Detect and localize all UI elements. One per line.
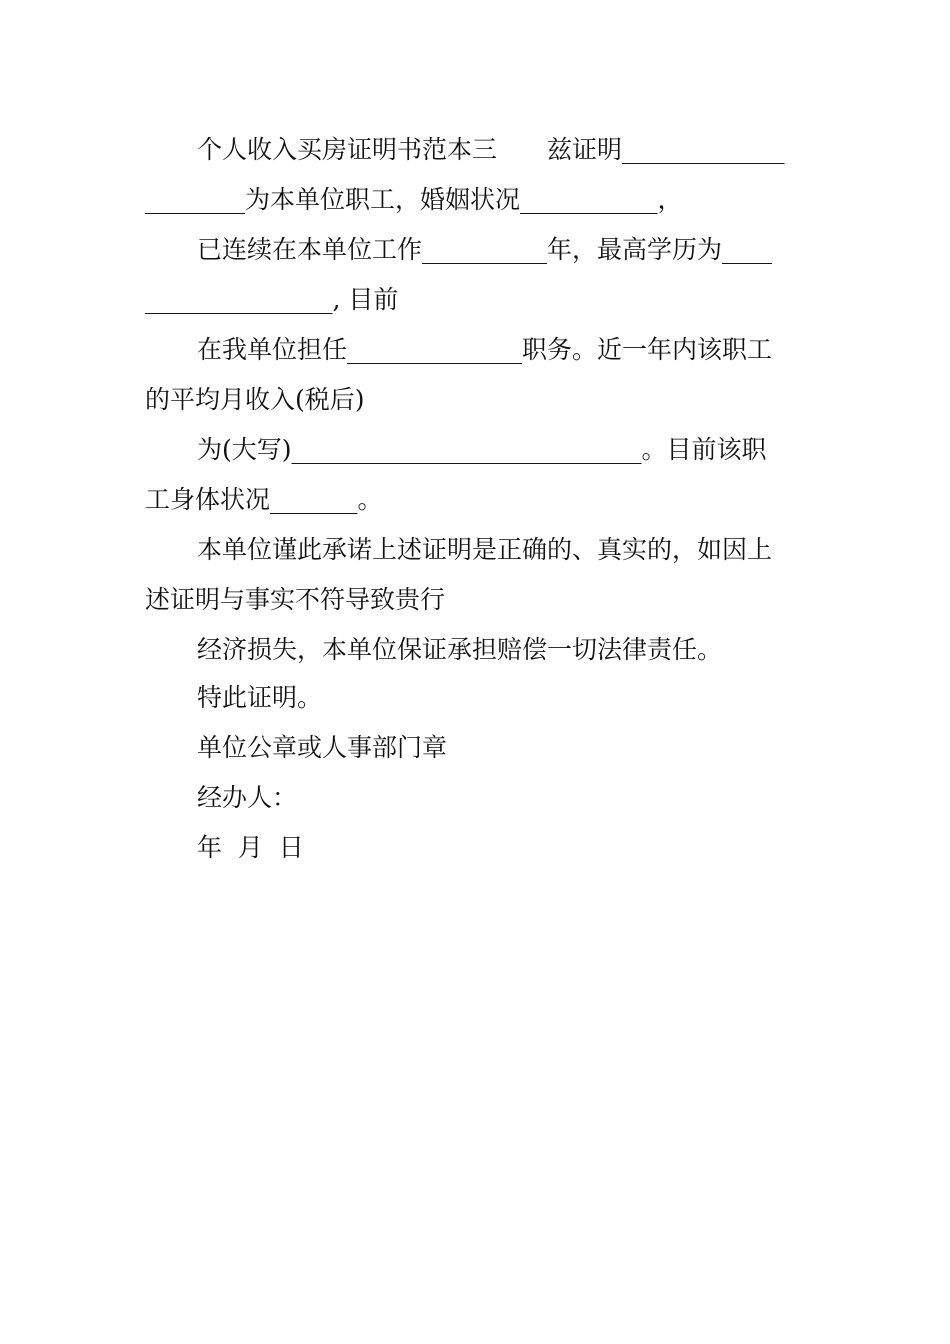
- doc-line-employee-status: ________为本单位职工，婚姻状况___________，: [145, 185, 683, 214]
- doc-line-health: 工身体状况_______。: [145, 485, 383, 514]
- doc-line-income-amount: 为(大写)____________________________。目前该职: [197, 435, 767, 464]
- doc-line-position: 在我单位担任______________职务。近一年内该职工: [197, 335, 773, 364]
- doc-line-liability: 经济损失，本单位保证承担赔偿一切法律责任。: [197, 635, 723, 664]
- doc-line-commitment-cont: 述证明与事实不符导致贵行: [145, 585, 446, 614]
- doc-line-seal: 单位公章或人事部门章: [197, 733, 448, 762]
- doc-line-handler: 经办人：: [197, 783, 298, 812]
- doc-line-date: 年 月 日: [197, 833, 304, 862]
- doc-line-title: 个人收入买房证明书范本三 兹证明_____________: [197, 135, 785, 164]
- doc-line-work-years: 已连续在本单位工作__________年，最高学历为____: [197, 235, 773, 264]
- doc-line-commitment: 本单位谨此承诺上述证明是正确的、真实的，如因上: [197, 535, 773, 564]
- doc-line-education: _______________, 目前: [145, 285, 399, 314]
- doc-line-monthly-income: 的平均月收入(税后): [145, 385, 365, 414]
- doc-line-certify: 特此证明。: [197, 683, 323, 712]
